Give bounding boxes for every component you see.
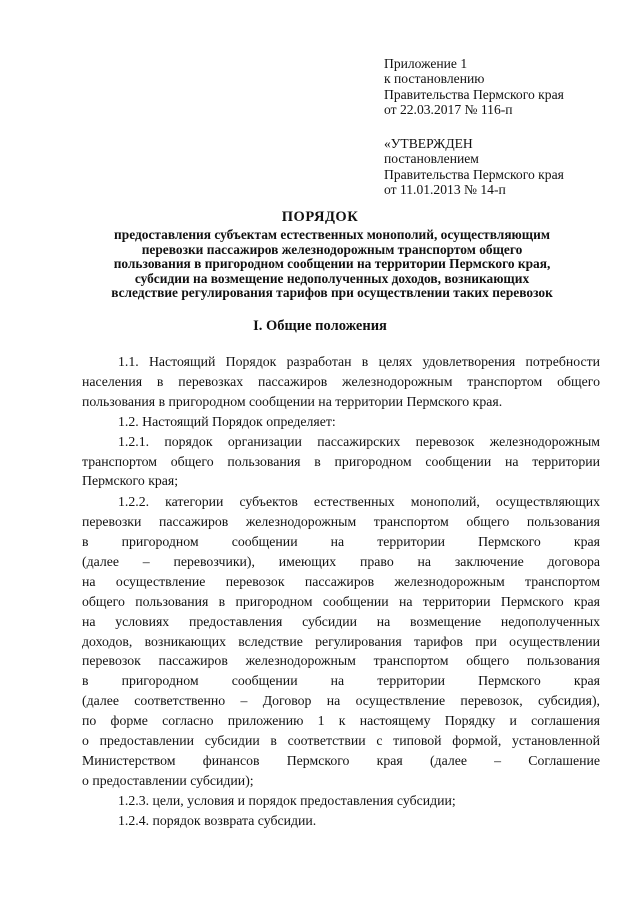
appendix-reference	[384, 56, 564, 118]
body-line: 1.2.3. цели, условия и порядок предоставления субсидии;	[118, 793, 456, 808]
body-line: 1.2. Настоящий Порядок определяет:	[118, 414, 336, 429]
body-line: (далее соответственно – Договор на осуществление перевозок, субсидия),	[82, 693, 600, 708]
appendix-line: к постановлению	[384, 71, 485, 87]
body-line: пользования в пригородном сообщении на территории Пермского края.	[82, 394, 503, 409]
approval-line: постановлением	[384, 151, 479, 167]
body-line: населения в перевозках пассажиров железнодорожным транспортом общего	[82, 374, 600, 389]
body-line: на условиях предоставления субсидии на возмещение недополученных	[82, 614, 600, 629]
approval-line: Правительства Пермского края	[384, 166, 564, 182]
body-line: о предоставлении субсидии в соответствии с типовой формой, установленной	[82, 733, 600, 748]
body-line: по форме согласно приложению 1 к настоящему Порядку и соглашения	[82, 713, 600, 728]
body-line: 1.2.4. порядок возврата субсидии.	[118, 813, 317, 828]
subtitle-line: предоставления субъектам естественных монополий, осуществляющим	[114, 227, 550, 242]
body-line: транспортом общего пользования в пригородном сообщении на территории	[82, 454, 600, 469]
body-line: 1.2.2. категории субъектов естественных монополий, осуществляющих	[118, 494, 600, 509]
appendix-line: Правительства Пермского края	[384, 86, 564, 102]
section-heading: I. Общие положения	[253, 318, 387, 334]
body-line: Пермского края;	[82, 473, 179, 488]
approval-line: от 11.01.2013 № 14-п	[384, 182, 506, 198]
body-line: в пригородном сообщении на территории Пермского края	[82, 534, 600, 549]
body-line: о предоставлении субсидии);	[82, 773, 254, 788]
body-line: в пригородном сообщении на территории Пермского края	[82, 673, 600, 688]
body-line: перевозок пассажиров железнодорожным транспортом общего пользования	[82, 653, 600, 668]
body-line: 1.1. Настоящий Порядок разработан в целях удовлетворения потребности	[118, 354, 600, 369]
body-line: общего пользования в пригородном сообщении на территории Пермского края	[82, 594, 600, 609]
subtitle-line: перевозки пассажиров железнодорожным транспортом общего	[141, 241, 523, 257]
body-line: перевозки пассажиров железнодорожным транспортом общего пользования	[82, 514, 600, 529]
approval-stamp-text	[384, 136, 564, 198]
subtitle-line: пользования в пригородном сообщении на территории Пермского края,	[113, 256, 551, 272]
subtitle-line: субсидии на возмещение недополученных доходов, возникающих	[134, 270, 530, 286]
body-line: доходов, возникающих вследствие регулирования тарифов при осуществлении	[82, 634, 600, 649]
body-line: на осуществление перевозок пассажиров железнодорожным транспортом	[82, 574, 600, 589]
body-line: Министерством финансов Пермского края (далее – Соглашение	[82, 753, 600, 768]
appendix-line: от 22.03.2017 № 116-п	[384, 102, 513, 118]
body-line: (далее – перевозчики), имеющих право на заключение договора	[82, 554, 600, 569]
approval-line: «УТВЕРЖДЕН	[384, 136, 473, 151]
appendix-line: Приложение 1	[384, 56, 468, 71]
document-subtitle	[82, 228, 582, 301]
subtitle-line: вследствие регулирования тарифов при осуществлении таких перевозок	[111, 285, 553, 301]
body-line: 1.2.1. порядок организации пассажирских перевозок железнодорожным	[118, 434, 600, 449]
document-title: ПОРЯДОК	[281, 209, 359, 225]
